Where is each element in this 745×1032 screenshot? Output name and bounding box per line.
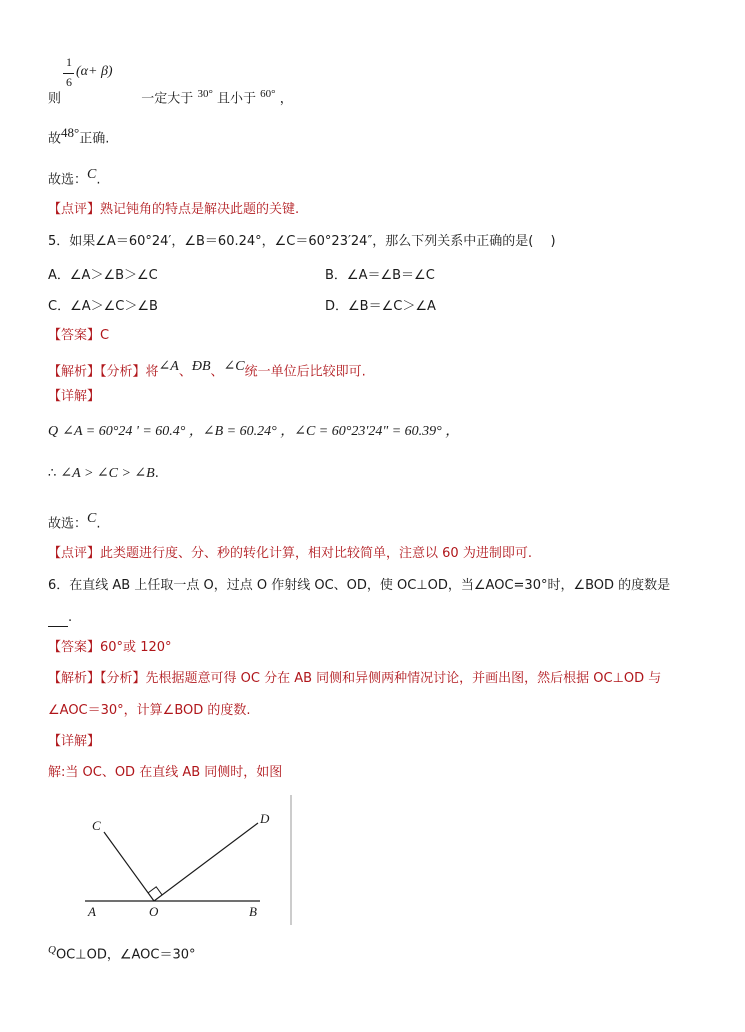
- line1-pre: 则: [48, 91, 62, 107]
- q5-stem: 5．如果∠A＝60°24′，∠B＝60.24°，∠C＝60°23′24″，那么下列关系中正确的是( ): [48, 234, 556, 249]
- q5-analysis-c: ∠C: [223, 359, 245, 374]
- label-c: C: [92, 818, 101, 833]
- geometry-figure: [80, 790, 310, 930]
- q6-analysis-text: 先根据题意可得 OC 分在 AB 同侧和异侧两种情况讨论，并画出图，然后根据 OC⊥OD 与: [145, 671, 662, 686]
- q6-answer-value: 60°或 120°: [100, 640, 172, 655]
- comment1-text: 熟记钝角的特点是解决此题的关键.: [100, 202, 300, 217]
- q5-analysis-tag: 【解析】【分析】: [48, 364, 146, 380]
- q5-option-d: D．∠B＝∠C＞∠A: [325, 299, 436, 314]
- q5-therefore-text: ∠A > ∠C > ∠B: [60, 466, 155, 481]
- q5-calc-symbol: Q: [48, 424, 59, 439]
- q5-calc: [48, 423, 459, 441]
- line3-post: .: [96, 172, 101, 188]
- q6-bottom: [48, 941, 196, 964]
- q6-analysis: [48, 670, 661, 688]
- q6-detail-tag: 【详解】: [48, 734, 101, 749]
- label-o: O: [149, 904, 159, 919]
- q5-therefore-symbol: ∴: [48, 466, 57, 481]
- label-b: B: [249, 904, 257, 919]
- q5-select-pre: 故选：: [48, 516, 88, 532]
- q5-option-b: B．∠A＝∠B＝∠C: [325, 268, 435, 283]
- q5-comment-text: 此类题进行度、分、秒的转化计算，相对比较简单，注意以 60 为进制即可.: [100, 546, 532, 561]
- q5-therefore: [48, 465, 159, 483]
- q5-analysis-b: ÐB: [191, 359, 211, 374]
- q6-solution: 解:当 OC、OD 在直线 AB 同侧时，如图: [48, 765, 283, 780]
- line-1: [48, 85, 293, 108]
- q5-therefore-tail: .: [154, 466, 159, 481]
- ray-oc: [104, 832, 154, 901]
- comment1-tag: 【点评】: [48, 202, 101, 217]
- line1-val-a: 30°: [197, 88, 213, 100]
- label-d: D: [260, 811, 270, 826]
- line1-text-b: 且小于: [217, 91, 257, 107]
- q5-detail-tag: 【详解】: [48, 389, 101, 404]
- q5-comment: [48, 545, 532, 563]
- q5-comment-tag: 【点评】: [48, 546, 101, 561]
- q5-select: [48, 510, 101, 533]
- q6-stem: 6．在直线 AB 上任取一点 O，过点 O 作射线 OC、OD，使 OC⊥OD，当∠AOC=30°时，∠BOD 的度数是: [48, 578, 671, 593]
- line1-text-a: 一定大于: [141, 91, 194, 107]
- line2-val: 48°: [61, 125, 80, 140]
- line-3: [48, 166, 101, 189]
- q5-option-a: A．∠A＞∠B＞∠C: [48, 268, 158, 283]
- fraction-numerator: 1: [66, 55, 72, 69]
- q5-analysis-a: ∠A: [158, 359, 179, 374]
- q6-answer-tag: 【答案】: [48, 640, 101, 655]
- q5-answer-tag: 【答案】: [48, 328, 101, 343]
- q5-analysis-post: 统一单位后比较即可.: [244, 364, 366, 380]
- q5-analysis-sep1: 、: [178, 364, 192, 380]
- line2-post: 正确.: [79, 131, 110, 147]
- q5-analysis-sep2: 、: [210, 364, 224, 380]
- q5-analysis-pre: 将: [145, 364, 159, 380]
- q5-select-post: .: [96, 516, 101, 532]
- line1-tail: ，: [279, 91, 293, 107]
- fraction-expression: (α+ β): [76, 64, 113, 79]
- comment-1: [48, 201, 299, 219]
- q5-option-c: C．∠A＞∠C＞∠B: [48, 299, 158, 314]
- q5-analysis: [48, 358, 366, 381]
- ray-od: [154, 823, 258, 901]
- q6-analysis-tag: 【解析】【分析】: [48, 671, 146, 686]
- line2-pre: 故: [48, 131, 62, 147]
- label-a: A: [88, 904, 96, 919]
- line1-val-b: 60°: [260, 88, 276, 100]
- line3-choice: C: [87, 167, 97, 182]
- q5-answer-value: C: [100, 328, 110, 343]
- q6-bottom-symbol: Q: [48, 944, 56, 956]
- q5-select-choice: C: [87, 511, 97, 526]
- q6-answer: [48, 639, 172, 657]
- fraction-bar: [63, 73, 74, 74]
- q6-stem-end-text: .: [68, 610, 73, 625]
- fraction-denominator: 6: [66, 75, 72, 89]
- q6-stem-end: [48, 609, 72, 627]
- q5-answer: [48, 327, 109, 345]
- line-2: [48, 124, 109, 148]
- q6-answer-blank: [48, 614, 68, 627]
- q6-bottom-text: OC⊥OD，∠AOC＝30°: [55, 947, 196, 963]
- right-angle-mark: [148, 887, 162, 895]
- q6-analysis-2: ∠AOC＝30°，计算∠BOD 的度数.: [48, 703, 251, 718]
- q5-calc-text: ∠A = 60°24 ' = 60.4° ，∠B = 60.24° ，∠C = 60°23'24" = 60.39° ，: [62, 424, 460, 439]
- line3-pre: 故选：: [48, 172, 88, 188]
